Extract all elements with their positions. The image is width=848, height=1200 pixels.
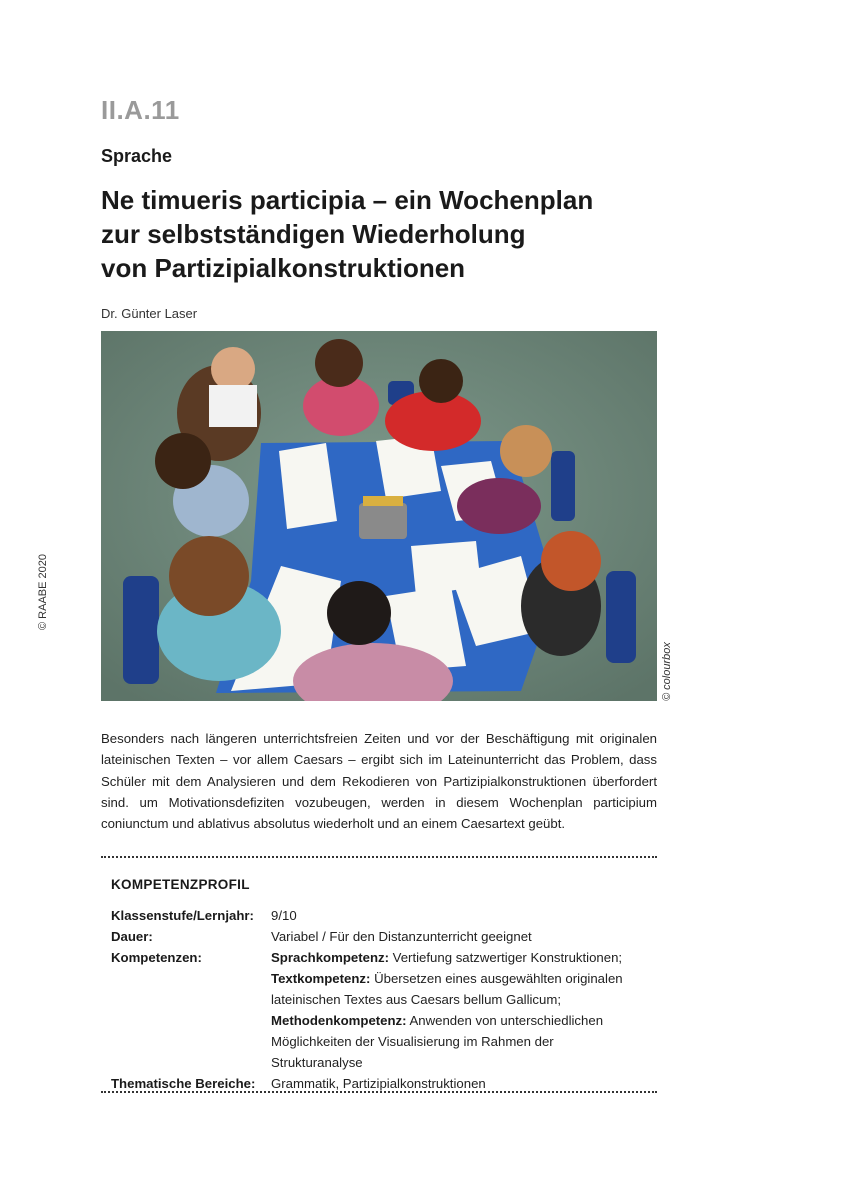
copyright-note: © RAABE 2020 (37, 554, 49, 630)
themen-value: Grammatik, Partizipialkonstruktionen (271, 1076, 486, 1091)
textkompetenz-text: Übersetzen eines ausgewählten originalen lateinischen Textes aus Caesars bellum Gallicum; (271, 971, 623, 1007)
title-line-1: Ne timueris participia – ein Wochenplan (101, 185, 594, 215)
dauer-value: Variabel / Für den Distanzunterricht geeignet (271, 929, 532, 944)
sprachkompetenz-label: Sprachkompetenz: (271, 950, 389, 965)
klassenstufe-label: Klassenstufe/Lernjahr: (111, 908, 254, 923)
intro-paragraph: Besonders nach längeren unterrichtsfreien Zeiten und vor der Beschäftigung mit originalen lateinischen Texten – vor allem Caesars – ergibt sich im Lateinunterricht das Problem, dass Schüler mit dem Analysieren und dem Rekodieren von Partizipialkonstruktionen überfordert sind. um Motivationsdefiziten vozubeugen, werden in diesem Wochenplan participium coniunctum und ablativus absolutus wiederholt und an einem Caesartext geübt. (101, 731, 657, 832)
classroom-photo (101, 331, 657, 701)
photo-credit: © colourbox (661, 642, 673, 701)
textkompetenz-label: Textkompetenz: (271, 971, 371, 986)
themen-label: Thematische Bereiche: (111, 1076, 256, 1091)
kompetenzprofil-table (111, 905, 631, 1094)
row-klassenstufe (111, 905, 631, 926)
divider-top (101, 856, 657, 858)
klassenstufe-value: 9/10 (271, 908, 297, 923)
sprachkompetenz-text: Vertiefung satzwertiger Konstruktionen; (388, 950, 623, 965)
title-line-3: von Partizipialkonstruktionen (101, 253, 466, 283)
kompetenzprofil-heading: KOMPETENZPROFIL (111, 877, 250, 892)
row-kompetenzen (111, 947, 631, 1073)
kompetenzen-label: Kompetenzen: (111, 950, 202, 965)
author: Dr. Günter Laser (101, 306, 198, 321)
page-title (101, 183, 721, 285)
kompetenzen-value (271, 947, 631, 1073)
section-label: Sprache (101, 146, 173, 166)
unit-code: II.A.11 (101, 95, 180, 125)
methodenkompetenz-label: Methodenkompetenz: (271, 1013, 407, 1028)
divider-bottom (101, 1091, 657, 1093)
row-dauer (111, 926, 631, 947)
dauer-label: Dauer: (111, 929, 153, 944)
title-line-2: zur selbstständigen Wiederholung (101, 219, 526, 249)
methodenkompetenz-text: Anwenden von unterschiedlichen Möglichkeiten der Visualisierung im Rahmen der Strukturanalyse (271, 1013, 604, 1070)
